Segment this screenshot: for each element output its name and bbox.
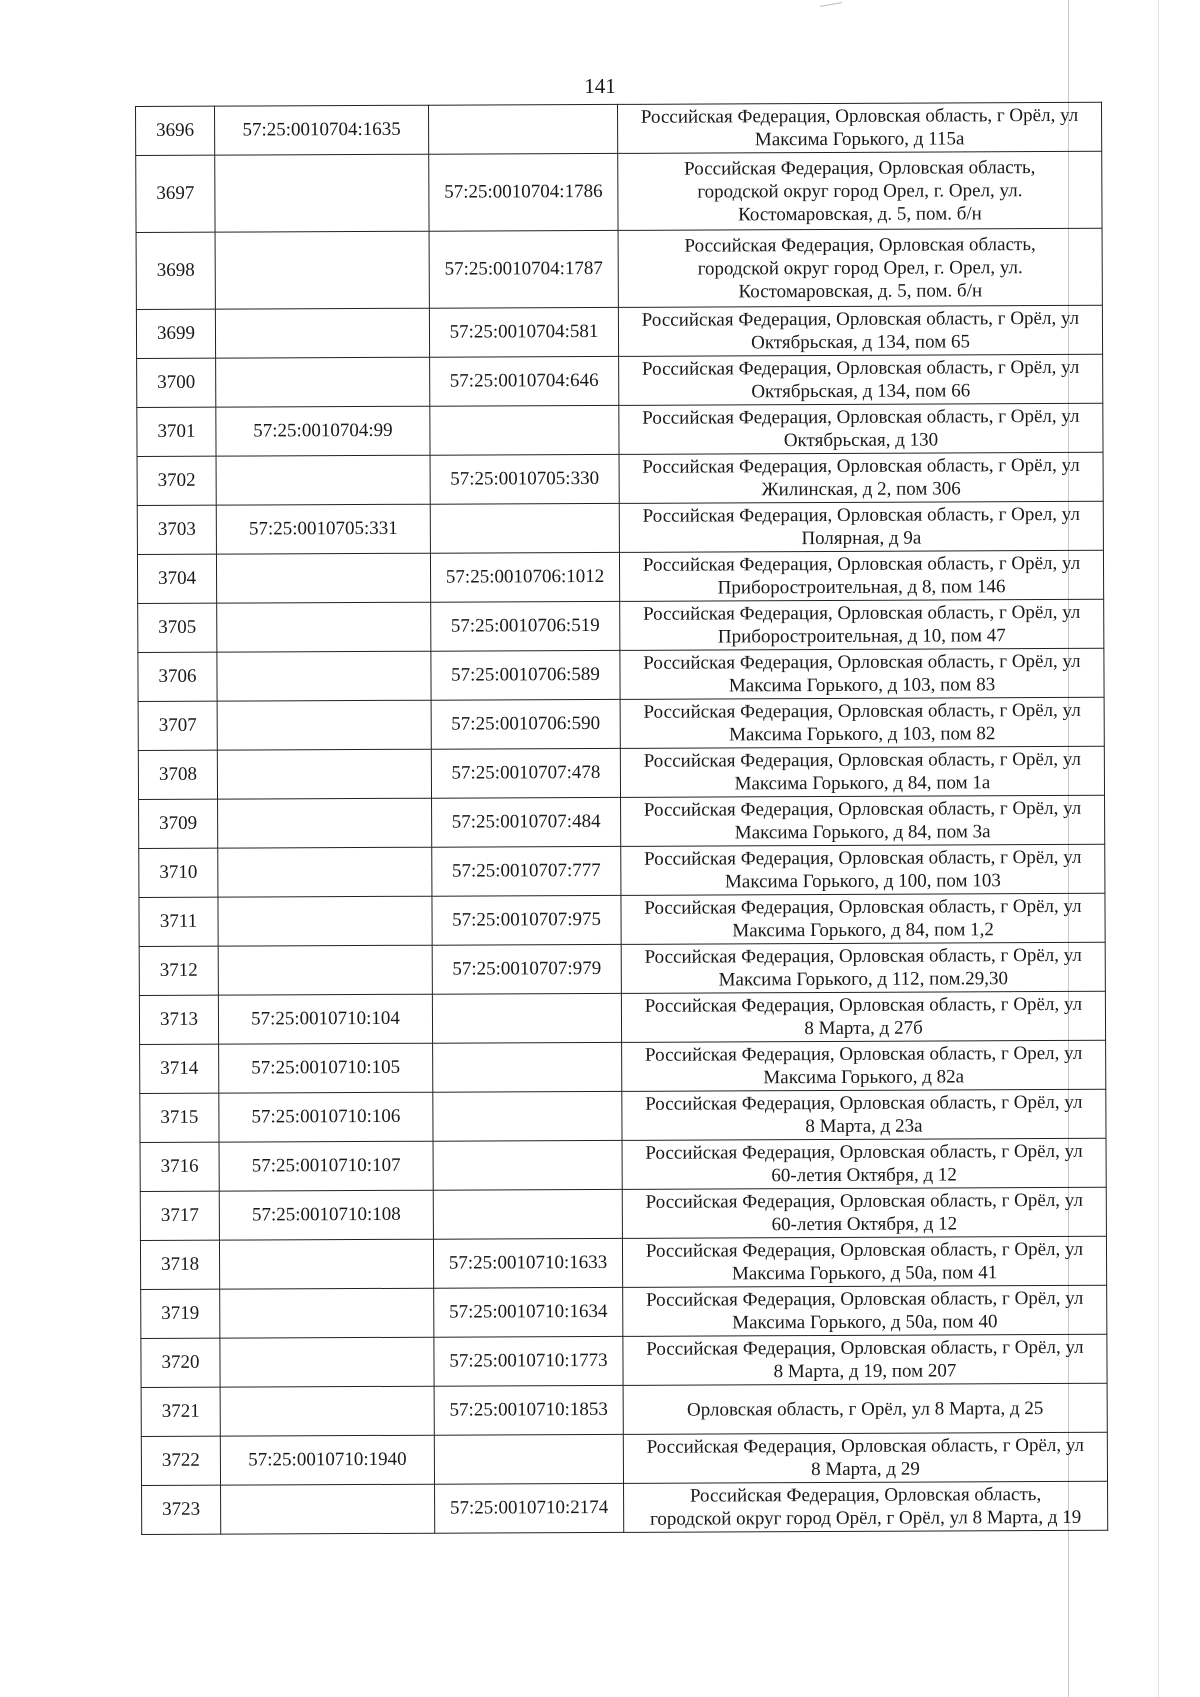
- address-cell: [621, 844, 1105, 895]
- address-cell: [617, 102, 1101, 153]
- cadastral-number-b: 57:25:0010710:1853: [434, 1385, 623, 1435]
- table-row: [142, 1481, 1108, 1534]
- address-line: Российская Федерация, Орловская область, г Орёл, ул: [645, 1140, 1083, 1164]
- address-line: Российская Федерация, Орловская область,: [684, 233, 1036, 257]
- cadastral-number-b: 57:25:0010704:581: [429, 307, 618, 357]
- cadastral-number-b: 57:25:0010710:2174: [435, 1483, 624, 1533]
- table-row: [136, 228, 1102, 309]
- address-cell: [621, 942, 1105, 993]
- address-line: Костомаровская, д. 5, пом. б/н: [738, 279, 983, 302]
- address-cell: [623, 1334, 1107, 1385]
- table-row: [139, 844, 1105, 897]
- address-text: [644, 895, 1082, 943]
- cadastral-number-a: [218, 847, 432, 897]
- table-row: [138, 599, 1104, 652]
- cadastral-number-b: 57:25:0010710:1633: [433, 1238, 622, 1288]
- row-number: 3704: [137, 554, 216, 603]
- address-line: Российская Федерация, Орловская область, г Орёл, ул: [644, 895, 1082, 919]
- address-line: Российская Федерация, Орловская область,: [689, 1484, 1042, 1507]
- cadastral-number-a: [216, 455, 430, 505]
- address-line: Полярная, д 9а: [801, 527, 922, 550]
- cadastral-number-b: 57:25:0010704:646: [430, 356, 619, 406]
- address-cell: [619, 550, 1103, 601]
- address-line: Максима Горького, д 100, пом 103: [724, 870, 1001, 893]
- row-number: 3713: [139, 995, 218, 1044]
- address-line: 8 Марта, д 27б: [804, 1017, 923, 1040]
- address-line: Приборостроительная, д 10, пом 47: [717, 625, 1006, 648]
- table-row: [136, 305, 1102, 358]
- address-cell: [622, 1187, 1106, 1238]
- table-row: [140, 1236, 1106, 1289]
- cadastral-number-b: 57:25:0010707:484: [432, 797, 621, 847]
- address-text: [642, 454, 1080, 502]
- table-row: [141, 1383, 1107, 1436]
- row-number: 3716: [140, 1142, 219, 1191]
- cadastral-number-a: 57:25:0010710:108: [219, 1190, 433, 1240]
- address-line: Костомаровская, д. 5, пом. б/н: [738, 202, 982, 225]
- address-text: [646, 1189, 1084, 1237]
- cadastral-number-b: 57:25:0010707:777: [432, 846, 621, 896]
- address-line: 60-летия Октября, д 12: [771, 1164, 957, 1187]
- address-line: Российская Федерация, Орловская область, г Орёл, ул: [645, 1091, 1083, 1115]
- address-text: [644, 748, 1082, 796]
- address-line: Российская Федерация, Орловская область, г Орёл, ул: [642, 552, 1081, 576]
- scan-margin-line: [1158, 0, 1159, 1697]
- address-text: [641, 104, 1079, 152]
- address-line: Максима Горького, д 103, пом 82: [729, 723, 996, 746]
- cadastral-number-b: [433, 1140, 622, 1190]
- address-line: 8 Марта, д 29: [811, 1458, 920, 1481]
- address-line: Российская Федерация, Орловская область, г Орёл, ул: [644, 993, 1083, 1017]
- cadastral-number-a: [220, 1386, 434, 1436]
- table-row: [140, 1187, 1106, 1240]
- cadastral-number-a: [217, 651, 431, 701]
- cadastral-number-b: [430, 503, 619, 553]
- cadastral-number-b: 57:25:0010707:478: [431, 748, 620, 798]
- address-cell: [622, 1236, 1106, 1287]
- address-line: Российская Федерация, Орловская область, г Орёл, ул: [646, 1434, 1085, 1458]
- address-line: Максима Горького, д 84, пом 1а: [734, 772, 991, 795]
- cadastral-number-b: 57:25:0010704:1787: [429, 230, 618, 308]
- table-row: [138, 746, 1104, 799]
- cadastral-number-a: [218, 798, 432, 848]
- table-row: [137, 501, 1103, 554]
- address-line: 8 Марта, д 23а: [805, 1115, 923, 1138]
- cadastral-number-a: 57:25:0010710:1940: [220, 1435, 434, 1485]
- row-number: 3700: [137, 358, 216, 407]
- row-number: 3707: [138, 701, 217, 750]
- address-text: [645, 1042, 1083, 1090]
- address-line: городской округ город Орёл, г Орёл, ул 8 Марта, д 19: [650, 1506, 1082, 1530]
- address-line: Российская Федерация, Орловская область, г Орёл, ул: [642, 405, 1080, 429]
- address-cell: [621, 795, 1105, 846]
- address-text: [646, 1238, 1084, 1286]
- address-line: Российская Федерация, Орловская область,: [684, 156, 1036, 180]
- cadastral-number-a: [215, 154, 429, 232]
- address-line: Орловская область, г Орёл, ул 8 Марта, д 25: [686, 1397, 1044, 1421]
- cadastral-number-a: 57:25:0010704:1635: [215, 105, 429, 155]
- cadastral-number-b: 57:25:0010704:1786: [429, 153, 618, 231]
- address-line: Максима Горького, д 84, пом 3а: [734, 821, 991, 844]
- address-line: Октябрьская, д 134, пом 65: [751, 331, 971, 354]
- cadastral-number-b: [433, 1189, 622, 1239]
- table-row: [140, 1138, 1106, 1191]
- cadastral-number-a: 57:25:0010710:107: [219, 1141, 433, 1191]
- row-number: 3709: [139, 799, 218, 848]
- table-row: [140, 1040, 1106, 1093]
- row-number: 3699: [136, 309, 215, 358]
- cadastral-number-a: [220, 1337, 434, 1387]
- address-text: [642, 356, 1080, 404]
- address-line: Российская Федерация, Орловская область, г Орёл, ул: [641, 307, 1080, 331]
- table-row: [136, 102, 1102, 155]
- address-line: Жилинская, д 2, пом 306: [761, 478, 961, 501]
- cadastral-number-b: 57:25:0010705:330: [430, 454, 619, 504]
- table-row: [141, 1334, 1107, 1387]
- cadastral-number-b: 57:25:0010706:590: [431, 699, 620, 749]
- row-number: 3702: [137, 456, 216, 505]
- cadastral-number-a: [218, 945, 432, 995]
- page-number: 141: [584, 74, 616, 98]
- address-text: [642, 405, 1080, 453]
- cadastral-number-b: 57:25:0010707:979: [432, 944, 621, 994]
- address-cell: [619, 354, 1103, 405]
- address-cell: [618, 151, 1102, 230]
- cadastral-number-b: [428, 104, 617, 154]
- address-line: Российская Федерация, Орловская область, г Орёл, ул: [643, 748, 1082, 772]
- address-line: Октябрьская, д 130: [783, 429, 939, 452]
- address-line: Максима Горького, д 103, пом 83: [728, 674, 996, 697]
- cadastral-number-a: [217, 602, 431, 652]
- cadastral-number-b: 57:25:0010706:1012: [430, 552, 619, 602]
- address-line: 8 Марта, д 19, пом 207: [773, 1360, 957, 1383]
- cadastral-number-a: 57:25:0010710:106: [219, 1092, 433, 1142]
- row-number: 3701: [137, 407, 216, 456]
- cadastral-number-a: [216, 357, 430, 407]
- cadastral-number-a: [217, 749, 431, 799]
- cadastral-number-a: 57:25:0010705:331: [216, 504, 430, 554]
- address-text: [643, 650, 1081, 698]
- row-number: 3721: [141, 1387, 220, 1436]
- table-body: [136, 102, 1108, 1534]
- table-row: [139, 893, 1105, 946]
- cadastral-number-b: 57:25:0010710:1634: [434, 1287, 623, 1337]
- address-text: [645, 1091, 1083, 1139]
- cadastral-number-b: 57:25:0010707:975: [432, 895, 621, 945]
- row-number: 3712: [139, 946, 218, 995]
- address-text: [684, 156, 1036, 227]
- address-cell: [624, 1481, 1108, 1532]
- row-number: 3710: [139, 848, 218, 897]
- address-text: [645, 1140, 1083, 1188]
- address-text: [684, 233, 1036, 304]
- address-text: [647, 1434, 1085, 1482]
- address-cell: [621, 893, 1105, 944]
- address-line: Приборостроительная, д 8, пом 146: [717, 576, 1006, 599]
- cadastral-number-b: [433, 1042, 622, 1092]
- address-cell: [622, 1138, 1106, 1189]
- cadastral-number-b: [432, 993, 621, 1043]
- table-row: [137, 550, 1103, 603]
- cadastral-number-a: 57:25:0010704:99: [216, 406, 430, 456]
- cadastral-number-a: [219, 1239, 433, 1289]
- cadastral-number-b: [433, 1091, 622, 1141]
- address-text: [644, 797, 1082, 845]
- address-line: Октябрьская, д 134, пом 66: [751, 380, 971, 403]
- cadastral-number-a: [220, 1288, 434, 1338]
- address-line: городской округ город Орел, г. Орел, ул.: [697, 179, 1023, 203]
- row-number: 3717: [140, 1191, 219, 1240]
- row-number: 3722: [141, 1436, 220, 1485]
- address-cell: [622, 1040, 1106, 1091]
- cadastral-number-a: [217, 700, 431, 750]
- address-line: Максима Горького, д 50а, пом 41: [731, 1262, 998, 1285]
- table-row: [137, 354, 1103, 407]
- row-number: 3703: [137, 505, 216, 554]
- cadastral-number-a: [216, 553, 430, 603]
- address-line: Российская Федерация, Орловская область, г Орёл, ул: [644, 944, 1082, 968]
- address-line: Российская Федерация, Орловская область, г Орёл, ул: [641, 356, 1080, 380]
- address-line: городской округ город Орел, г. Орел, ул.: [697, 256, 1023, 280]
- row-number: 3708: [138, 750, 217, 799]
- address-text: [646, 1287, 1084, 1335]
- table-row: [138, 648, 1104, 701]
- cadastral-number-a: 57:25:0010710:105: [219, 1043, 433, 1093]
- scan-artifact: [820, 2, 842, 7]
- row-number: 3723: [142, 1485, 221, 1534]
- table-row: [141, 1432, 1107, 1485]
- row-number: 3711: [139, 897, 218, 946]
- address-cell: [619, 452, 1103, 503]
- address-line: Российская Федерация, Орловская область, г Орёл, ул: [643, 797, 1082, 821]
- address-text: [643, 503, 1081, 551]
- address-line: Российская Федерация, Орловская область, г Орел, ул: [642, 503, 1080, 527]
- address-cell: [621, 991, 1105, 1042]
- cadastral-number-b: 57:25:0010706:589: [431, 650, 620, 700]
- table-row: [137, 452, 1103, 505]
- address-line: Максима Горького, д 82а: [763, 1066, 965, 1089]
- cadastral-number-b: 57:25:0010710:1773: [434, 1336, 623, 1386]
- address-line: Российская Федерация, Орловская область, г Орёл, ул: [645, 1238, 1084, 1262]
- table-row: [140, 1089, 1106, 1142]
- address-line: Российская Федерация, Орловская область, г Орёл, ул: [645, 1287, 1084, 1311]
- address-line: Максима Горького, д 84, пом 1,2: [732, 919, 994, 942]
- table-row: [138, 697, 1104, 750]
- address-line: Российская Федерация, Орловская область, г Орёл, ул: [645, 1189, 1083, 1213]
- table-row: [139, 991, 1105, 1044]
- table-row: [136, 151, 1102, 232]
- cadastral-number-b: 57:25:0010706:519: [431, 601, 620, 651]
- address-text: [643, 601, 1081, 649]
- address-line: Максима Горького, д 112, пом.29,30: [718, 968, 1009, 991]
- address-line: Российская Федерация, Орловская область, г Орёл, ул: [642, 454, 1080, 478]
- address-cell: [620, 648, 1104, 699]
- address-text: [645, 993, 1083, 1041]
- address-cell: [618, 228, 1102, 307]
- row-number: 3718: [140, 1240, 219, 1289]
- cadastral-number-a: [221, 1484, 435, 1534]
- address-line: Российская Федерация, Орловская область, г Орёл, ул: [643, 699, 1081, 723]
- address-line: Максима Горького, д 50а, пом 40: [732, 1311, 998, 1334]
- row-number: 3698: [136, 232, 215, 309]
- address-cell: [618, 305, 1102, 356]
- cadastral-number-a: [215, 308, 429, 358]
- address-text: [643, 552, 1081, 600]
- row-number: 3697: [136, 155, 215, 232]
- address-cell: [620, 697, 1104, 748]
- cadastral-number-a: [218, 896, 432, 946]
- row-number: 3706: [138, 652, 217, 701]
- address-cell: [620, 746, 1104, 797]
- address-text: [643, 699, 1081, 747]
- address-cell: [623, 1383, 1107, 1434]
- address-line: Российская Федерация, Орловская область, г Орёл, ул: [644, 846, 1082, 870]
- cadastral-number-b: [434, 1434, 623, 1484]
- address-text: [642, 307, 1080, 355]
- address-line: Российская Федерация, Орловская область, г Орел, ул: [644, 1042, 1083, 1066]
- table-row: [137, 403, 1103, 456]
- row-number: 3705: [138, 603, 217, 652]
- row-number: 3714: [140, 1044, 219, 1093]
- table-row: [141, 1285, 1107, 1338]
- address-cell: [623, 1285, 1107, 1336]
- address-cell: [622, 1089, 1106, 1140]
- cadastral-number-b: [430, 405, 619, 455]
- address-text: [646, 1336, 1084, 1384]
- row-number: 3696: [136, 106, 215, 155]
- table-row: [139, 942, 1105, 995]
- address-line: 60-летия Октября, д 12: [771, 1213, 958, 1236]
- address-cell: [620, 599, 1104, 650]
- row-number: 3719: [141, 1289, 220, 1338]
- address-text: [687, 1397, 1044, 1422]
- address-cell: [619, 403, 1103, 454]
- row-number: 3715: [140, 1093, 219, 1142]
- cadastral-table: [135, 102, 1108, 1535]
- address-line: Максима Горького, д 115а: [754, 128, 965, 151]
- cadastral-number-a: 57:25:0010710:104: [218, 994, 432, 1044]
- cadastral-number-a: [215, 231, 429, 309]
- address-text: [644, 846, 1082, 894]
- address-line: Российская Федерация, Орловская область, г Орёл, ул: [640, 104, 1079, 128]
- row-number: 3720: [141, 1338, 220, 1387]
- address-text: [650, 1483, 1081, 1531]
- address-cell: [619, 501, 1103, 552]
- address-line: Российская Федерация, Орловская область, г Орёл, ул: [646, 1336, 1084, 1360]
- table-row: [139, 795, 1105, 848]
- address-cell: [623, 1432, 1107, 1483]
- address-line: Российская Федерация, Орловская область, г Орёл, ул: [643, 650, 1081, 674]
- address-text: [644, 944, 1082, 992]
- address-line: Российская Федерация, Орловская область, г Орёл, ул: [643, 601, 1081, 625]
